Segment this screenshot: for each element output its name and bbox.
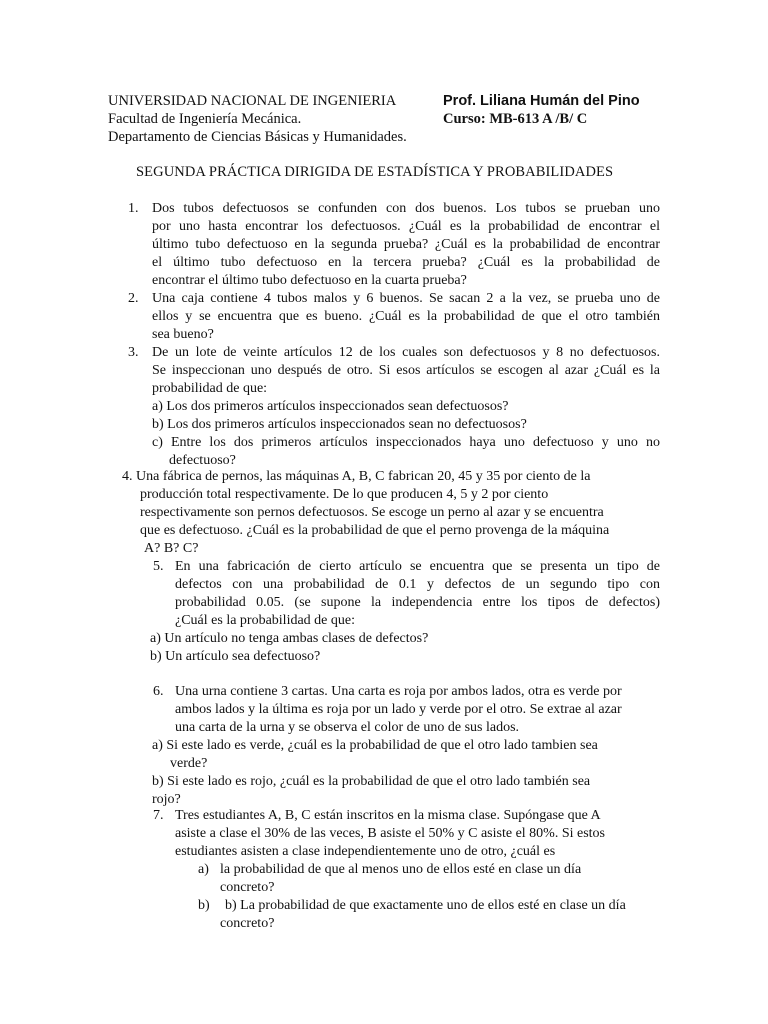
document-title: SEGUNDA PRÁCTICA DIRIGIDA DE ESTADÍSTICA Y PROBABILIDADES bbox=[136, 164, 614, 180]
problem-4-line-2: producción total respectivamente. De lo que producen 4, 5 y 2 por ciento bbox=[140, 487, 549, 502]
problem-6-option-b-cont: rojo? bbox=[152, 792, 181, 807]
problem-2-line-3: sea bueno? bbox=[152, 327, 214, 342]
problem-7-option-a: la probabilidad de que al menos uno de ellos esté en clase un día bbox=[220, 862, 582, 877]
problem-6-line-1: Una urna contiene 3 cartas. Una carta es roja por ambos lados, otra es verde por bbox=[175, 684, 622, 699]
problem-5-line-4: ¿Cuál es la probabilidad de que: bbox=[175, 613, 355, 628]
problem-1-line-5: encontrar el último tubo defectuoso en la cuarta prueba? bbox=[152, 273, 467, 288]
problem-1-line-2: por uno hasta encontrar los defectuosos. ¿Cuál es la probabilidad de encontrar el bbox=[152, 219, 660, 234]
problem-6-line-2: ambos lados y la última es roja por un lado y verde por el otro. Se extrae al azar bbox=[175, 702, 622, 717]
problem-1-line-1: Dos tubos defectuosos se confunden con dos buenos. Los tubos se prueban uno bbox=[152, 201, 660, 216]
problem-7-line-1: Tres estudiantes A, B, C están inscritos en la misma clase. Supóngase que A bbox=[175, 808, 601, 823]
problem-5-option-a: a) Un artículo no tenga ambas clases de defectos? bbox=[150, 631, 429, 646]
problem-6-line-3: una carta de la urna y se observa el color de uno de sus lados. bbox=[175, 720, 520, 735]
problem-1-line-4: el último tubo defectuoso en la tercera prueba? ¿Cuál es la probabilidad de bbox=[152, 255, 660, 270]
problem-3-option-b: b) Los dos primeros artículos inspeccionados sean no defectuosos? bbox=[152, 417, 527, 432]
problem-7-option-b-cont: concreto? bbox=[220, 916, 275, 931]
problem-7-option-a-cont: concreto? bbox=[220, 880, 275, 895]
problem-3-option-c: c) Entre los dos primeros artículos inspeccionados haya uno defectuoso y uno no bbox=[152, 435, 660, 450]
problem-1-line-3: último tubo defectuoso en la segunda prueba? ¿Cuál es la probabilidad de encontrar bbox=[152, 237, 660, 252]
problem-3-number: 3. bbox=[128, 345, 139, 360]
problem-7-option-b: b) La probabilidad de que exactamente uno de ellos esté en clase un día bbox=[225, 898, 626, 913]
problem-2-line-2: ellos y se encuentra que es bueno. ¿Cuál es la probabilidad de que el otro también bbox=[152, 309, 660, 324]
problem-5-line-2: defectos con una probabilidad de 0.1 y defectos de un segundo tipo con bbox=[175, 577, 660, 592]
problem-5-line-3: probabilidad 0.05. (se supone la independencia entre los tipos de defectos) bbox=[175, 595, 660, 610]
problem-6-number: 6. bbox=[153, 684, 164, 699]
problem-1-number: 1. bbox=[128, 201, 139, 216]
professor-name: Prof. Liliana Humán del Pino bbox=[443, 93, 640, 109]
problem-6-option-a: a) Si este lado es verde, ¿cuál es la probabilidad de que el otro lado tambien sea bbox=[152, 738, 598, 753]
problem-4-line-1: 4. Una fábrica de pernos, las máquinas A, B, C fabrican 20, 45 y 35 por ciento de la bbox=[122, 469, 591, 484]
problem-7-number: 7. bbox=[153, 808, 164, 823]
problem-7-line-2: asiste a clase el 30% de las veces, B asiste el 50% y C asiste el 80%. Si estos bbox=[175, 826, 606, 841]
problem-4-line-4: que es defectuoso. ¿Cuál es la probabilidad de que el perno provenga de la máquina bbox=[140, 523, 610, 538]
problem-6-option-a-cont: verde? bbox=[170, 756, 208, 771]
problem-6-option-b: b) Si este lado es rojo, ¿cuál es la probabilidad de que el otro lado también sea bbox=[152, 774, 591, 789]
problem-7-line-3: estudiantes asisten a clase independientemente uno de otro, ¿cuál es bbox=[175, 844, 556, 859]
problem-5-number: 5. bbox=[153, 559, 164, 574]
problem-4-line-5: A? B? C? bbox=[144, 541, 199, 556]
problem-3-line-3: probabilidad de que: bbox=[152, 381, 268, 396]
problem-4-line-3: respectivamente son pernos defectuosos. Se escoge un perno al azar y se encuentra bbox=[140, 505, 604, 520]
problem-7-option-b-mark: b) bbox=[198, 898, 210, 913]
problem-2-line-1: Una caja contiene 4 tubos malos y 6 buenos. Se sacan 2 a la vez, se prueba uno de bbox=[152, 291, 660, 306]
problem-2-number: 2. bbox=[128, 291, 139, 306]
problem-3-line-2: Se inspeccionan uno después de otro. Si esos artículos se escogen al azar ¿Cuál es la bbox=[152, 363, 660, 378]
department-name: Departamento de Ciencias Básicas y Humanidades. bbox=[108, 129, 407, 145]
problem-5-line-1: En una fabricación de cierto artículo se encuentra que se presenta un tipo de bbox=[175, 559, 660, 574]
university-name: UNIVERSIDAD NACIONAL DE INGENIERIA bbox=[108, 93, 397, 109]
faculty-name: Facultad de Ingeniería Mecánica. bbox=[108, 111, 302, 127]
problem-3-option-a: a) Los dos primeros artículos inspeccionados sean defectuosos? bbox=[152, 399, 509, 414]
problem-3-line-1: De un lote de veinte artículos 12 de los cuales son defectuosos y 8 no defectuosos. bbox=[152, 345, 660, 360]
problem-5-option-b: b) Un artículo sea defectuoso? bbox=[150, 649, 321, 664]
course-code: Curso: MB-613 A /B/ C bbox=[443, 111, 588, 127]
problem-3-option-c-cont: defectuoso? bbox=[169, 453, 236, 468]
problem-7-option-a-mark: a) bbox=[198, 862, 209, 877]
